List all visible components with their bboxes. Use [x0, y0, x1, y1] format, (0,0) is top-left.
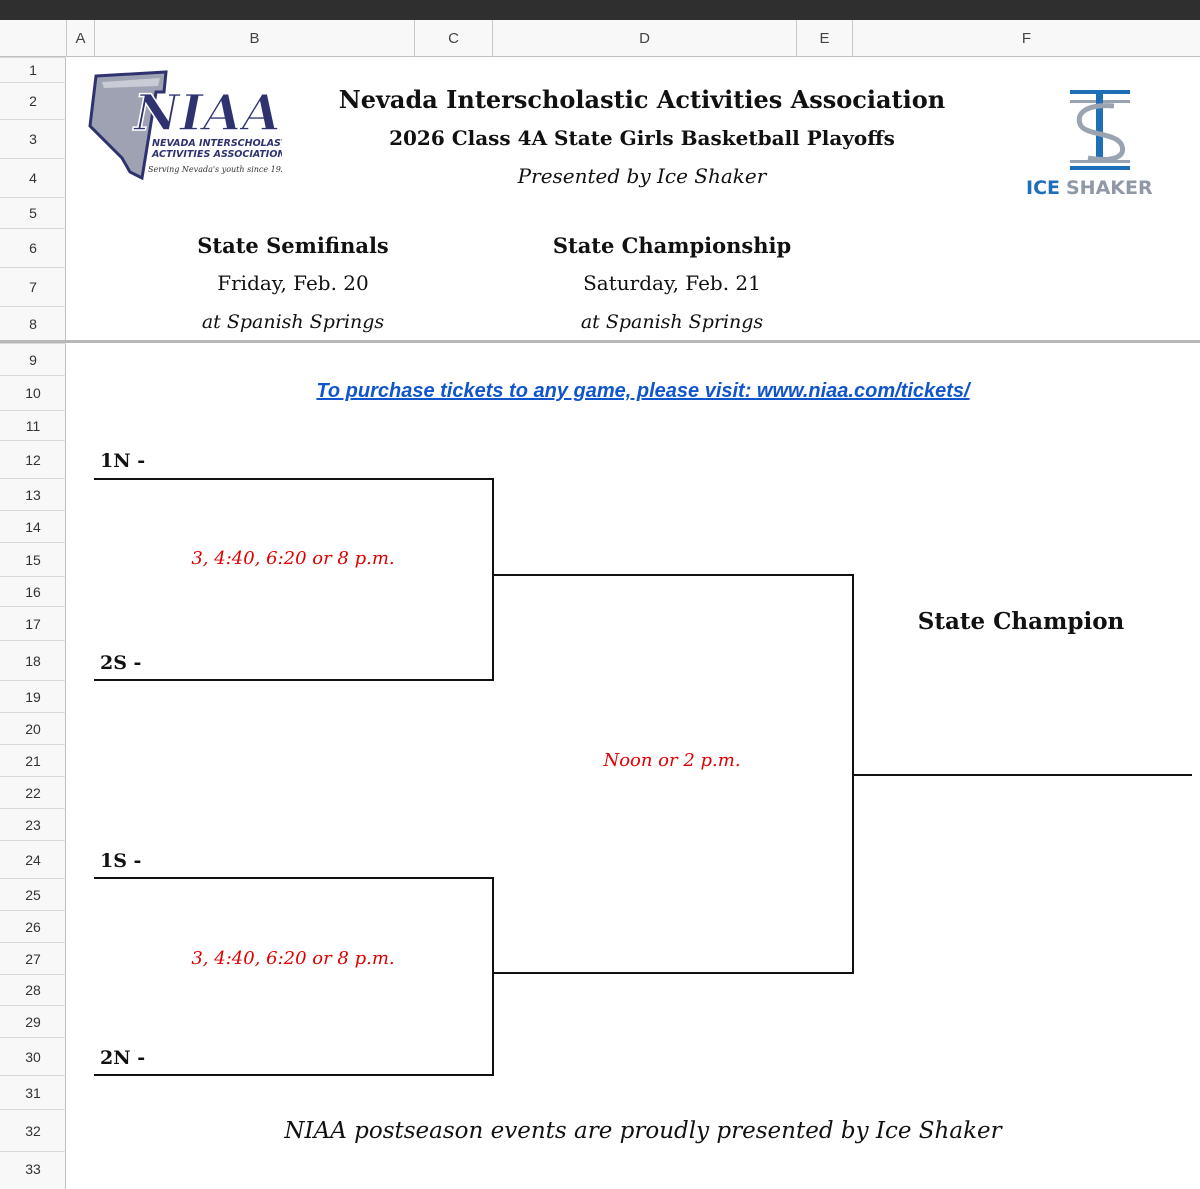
seed-2n: 2N - — [100, 1047, 146, 1069]
bracket-connector-bottom — [492, 877, 494, 1076]
tickets-link[interactable]: To purchase tickets to any game, please visit: www.niaa.com/tickets/ — [316, 380, 970, 402]
semifinals-heading: State Semifinals — [197, 233, 389, 258]
footer-sponsor-note: NIAA postseason events are proudly presented by Ice Shaker — [284, 1118, 1002, 1144]
column-header-c[interactable]: C — [414, 20, 492, 57]
championship-venue: at Spanish Springs — [580, 311, 764, 333]
row-header[interactable]: 6 — [0, 228, 66, 267]
championship-heading: State Championship — [552, 233, 792, 258]
row-header[interactable]: 30 — [0, 1037, 66, 1075]
bracket-line-1s — [94, 877, 494, 879]
semifinal-1-time: 3, 4:40, 6:20 or 8 p.m. — [191, 548, 395, 569]
row-header[interactable]: 17 — [0, 606, 66, 640]
row-header[interactable]: 13 — [0, 478, 66, 510]
semifinal-2-time: 3, 4:40, 6:20 or 8 p.m. — [191, 948, 395, 969]
niaa-logo — [82, 66, 282, 182]
column-header-d[interactable]: D — [492, 20, 796, 57]
row-header[interactable]: 4 — [0, 158, 66, 197]
row-header[interactable]: 21 — [0, 744, 66, 776]
row-header[interactable]: 14 — [0, 510, 66, 542]
row-header[interactable]: 24 — [0, 840, 66, 878]
row-header[interactable]: 27 — [0, 942, 66, 974]
bracket-line-2n — [94, 1074, 494, 1076]
row-header[interactable]: 7 — [0, 267, 66, 306]
row-header[interactable]: 16 — [0, 576, 66, 606]
iceshaker-logo-shaker: SHAKER — [1066, 177, 1153, 199]
row-header[interactable]: 5 — [0, 197, 66, 228]
presented-by: Presented by Ice Shaker — [517, 164, 767, 188]
column-header-f[interactable]: F — [852, 20, 1200, 57]
row-header[interactable]: 31 — [0, 1075, 66, 1109]
page-title: Nevada Interscholastic Activities Association — [338, 85, 946, 114]
semifinals-date: Friday, Feb. 20 — [217, 271, 369, 295]
row-header[interactable]: 11 — [0, 410, 66, 440]
row-header[interactable]: 33 — [0, 1151, 66, 1185]
window-top-bar — [0, 0, 1200, 20]
semifinals-venue: at Spanish Springs — [201, 311, 385, 333]
iceshaker-emblem-icon — [1018, 84, 1173, 204]
row-header[interactable]: 23 — [0, 808, 66, 840]
niaa-wordmark: NIAA — [134, 83, 281, 142]
row-header[interactable]: 25 — [0, 878, 66, 910]
row-header[interactable]: 15 — [0, 542, 66, 576]
bracket-connector-top — [492, 478, 494, 681]
row-header[interactable]: 2 — [0, 82, 66, 119]
bracket-line-1n — [94, 478, 494, 480]
row-header[interactable]: 1 — [0, 57, 66, 82]
column-header-a[interactable]: A — [66, 20, 94, 57]
seed-1n: 1N - — [100, 450, 146, 472]
bracket-line-semifinal-1-winner — [494, 574, 854, 576]
row-header[interactable]: 29 — [0, 1005, 66, 1037]
nevada-state-shape-icon — [82, 66, 282, 182]
row-header[interactable]: 9 — [0, 343, 66, 375]
row-header[interactable]: 19 — [0, 680, 66, 712]
frozen-rows-divider[interactable] — [0, 340, 1200, 343]
row-header-bar — [0, 57, 66, 1189]
iceshaker-logo — [1018, 84, 1173, 204]
row-header[interactable]: 12 — [0, 440, 66, 478]
row-header[interactable]: 32 — [0, 1109, 66, 1151]
row-header[interactable]: 28 — [0, 974, 66, 1005]
championship-date: Saturday, Feb. 21 — [583, 271, 761, 295]
column-header-bar — [0, 20, 1200, 57]
row-header[interactable]: 8 — [0, 306, 66, 341]
row-header[interactable]: 3 — [0, 119, 66, 158]
column-header-b[interactable]: B — [94, 20, 414, 57]
niaa-logo-line2: ACTIVITIES ASSOCIATION — [152, 149, 282, 160]
seed-2s: 2S - — [100, 652, 142, 674]
bracket-line-2s — [94, 679, 494, 681]
page-subtitle: 2026 Class 4A State Girls Basketball Playoffs — [389, 126, 895, 150]
seed-1s: 1S - — [100, 850, 142, 872]
row-header[interactable]: 26 — [0, 910, 66, 942]
iceshaker-logo-ice: ICE — [1026, 177, 1060, 199]
column-header-e[interactable]: E — [796, 20, 852, 57]
state-champion-label: State Champion — [917, 608, 1125, 635]
niaa-logo-line1: NEVADA INTERSCHOLAS — [152, 138, 281, 149]
row-header[interactable]: 22 — [0, 776, 66, 808]
row-header[interactable]: 10 — [0, 375, 66, 410]
row-header[interactable]: 18 — [0, 640, 66, 680]
bracket-line-champion — [854, 774, 1192, 776]
row-header[interactable]: 20 — [0, 712, 66, 744]
bracket-line-semifinal-2-winner — [494, 972, 854, 974]
niaa-logo-tagline: Serving Nevada's youth since 1922. — [148, 165, 282, 174]
final-time: Noon or 2 p.m. — [603, 750, 741, 771]
